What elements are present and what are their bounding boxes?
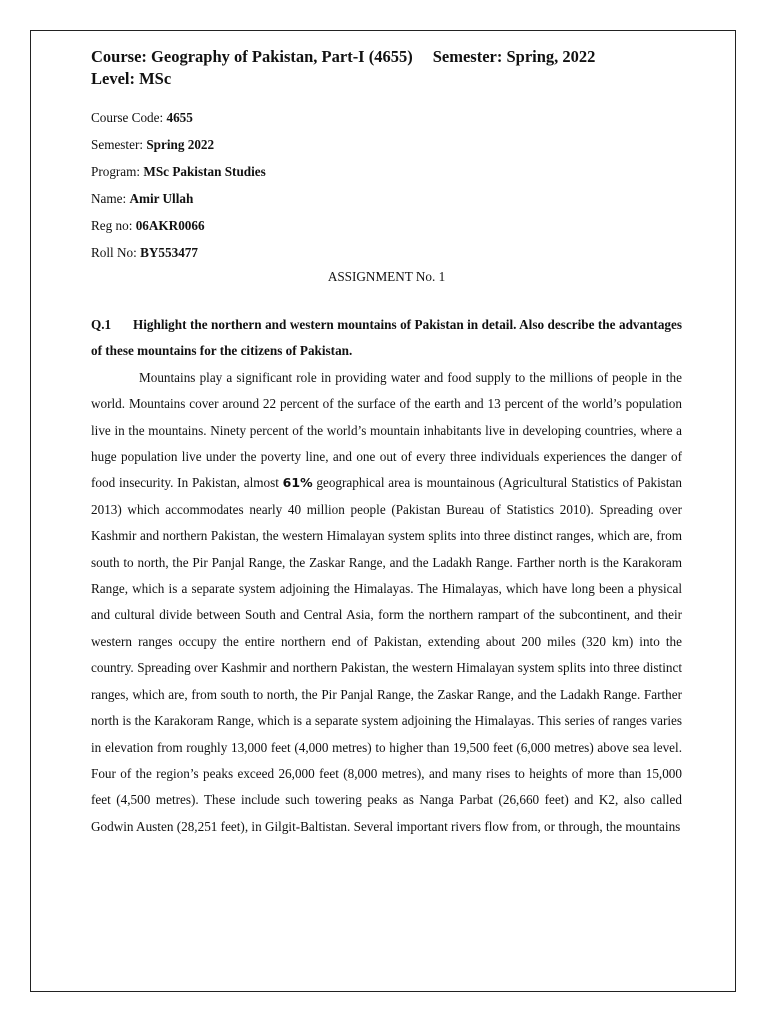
- roll-value: BY553477: [140, 245, 198, 260]
- question-number: Q.1: [91, 317, 112, 332]
- document-content: [91, 46, 682, 853]
- answer-text-part2: geographical area is mountainous (Agricultural Statistics of Pakistan 2013) which accommodates nearly 40 million people (Pakistan Bureau of Statistics 2010). Spreading over Kashmir and northern Pakistan, the western Himalayan system splits into three distinct ranges, which are, from south to north, the Pir Panjal Range, the Zaskar Range, and the Ladakh Range. Farther north is the Karakoram Range, which is a separate system adjoining the Himalayas. The Himalayas, which have long been a physical and cultural divide between South and Central Asia, form the northern rampart of the subcontinent, and their western ranges occupy the entire northern end of Pakistan, extending about 200 miles (320 km) into the country. Spreading over Kashmir and northern Pakistan, the western Himalayan system splits into three distinct ranges, which are, from south to north, the Pir Panjal Range, the Zaskar Range, and the Ladakh Range. Farther north is the Karakoram Range, which is a separate system adjoining the Himalayas. This series of ranges varies in elevation from roughly 13,000 feet (4,000 metres) to higher than 19,500 feet (6,000 metres) above sea level. Four of the region’s peaks exceed 26,000 feet (8,000 metres), and many rises to heights of more than 15,000 feet (4,500 metres). These include such towering peaks as Nanga Parbat (26,660 feet) and K2, also called Godwin Austen (28,251 feet), in Gilgit-Baltistan. Several important rivers flow from, or through, the mountains: [91, 475, 682, 834]
- semester-value: Spring 2022: [146, 137, 215, 152]
- answer-highlight: 61%: [282, 475, 313, 491]
- assignment-title: ASSIGNMENT No. 1: [327, 269, 446, 284]
- program-value: MSc Pakistan Studies: [143, 164, 266, 179]
- course-title: Course: Geography of Pakistan, Part-I (4655): [91, 47, 413, 66]
- program-row: [91, 158, 682, 185]
- student-info: [91, 104, 682, 266]
- semester-label: Semester:: [91, 137, 144, 152]
- reg-value: 06AKR0066: [135, 218, 205, 233]
- name-row: [91, 185, 682, 212]
- name-value: Amir Ullah: [129, 191, 194, 206]
- semester-title: Semester: Spring, 2022: [432, 47, 596, 66]
- answer-paragraph: [91, 365, 682, 840]
- roll-label: Roll No:: [91, 245, 137, 260]
- question-text: Highlight the northern and western mountains of Pakistan in detail. Also describe the advantages of these mountains for the citizens of Pakistan.: [91, 317, 682, 359]
- course-code-label: Course Code:: [91, 110, 164, 125]
- reg-row: [91, 212, 682, 239]
- program-label: Program:: [91, 164, 141, 179]
- course-code-value: 4655: [166, 110, 193, 125]
- level-title: Level: MSc: [91, 69, 172, 88]
- semester-row: [91, 131, 682, 158]
- course-code-row: [91, 104, 682, 131]
- question-1: [91, 312, 682, 365]
- roll-row: [91, 239, 682, 266]
- course-header-line: [91, 46, 682, 68]
- reg-label: Reg no:: [91, 218, 133, 233]
- name-label: Name:: [91, 191, 127, 206]
- answer-text-part1: Mountains play a significant role in providing water and food supply to the millions of people in the world. Mountains cover around 22 percent of the surface of the earth and 13 percent of the world’s population live in the mountains. Ninety percent of the world’s mountain inhabitants live in developing countries, where a huge population live under the poverty line, and one out of every three individuals experiences the danger of food insecurity. In Pakistan, almost: [91, 369, 682, 491]
